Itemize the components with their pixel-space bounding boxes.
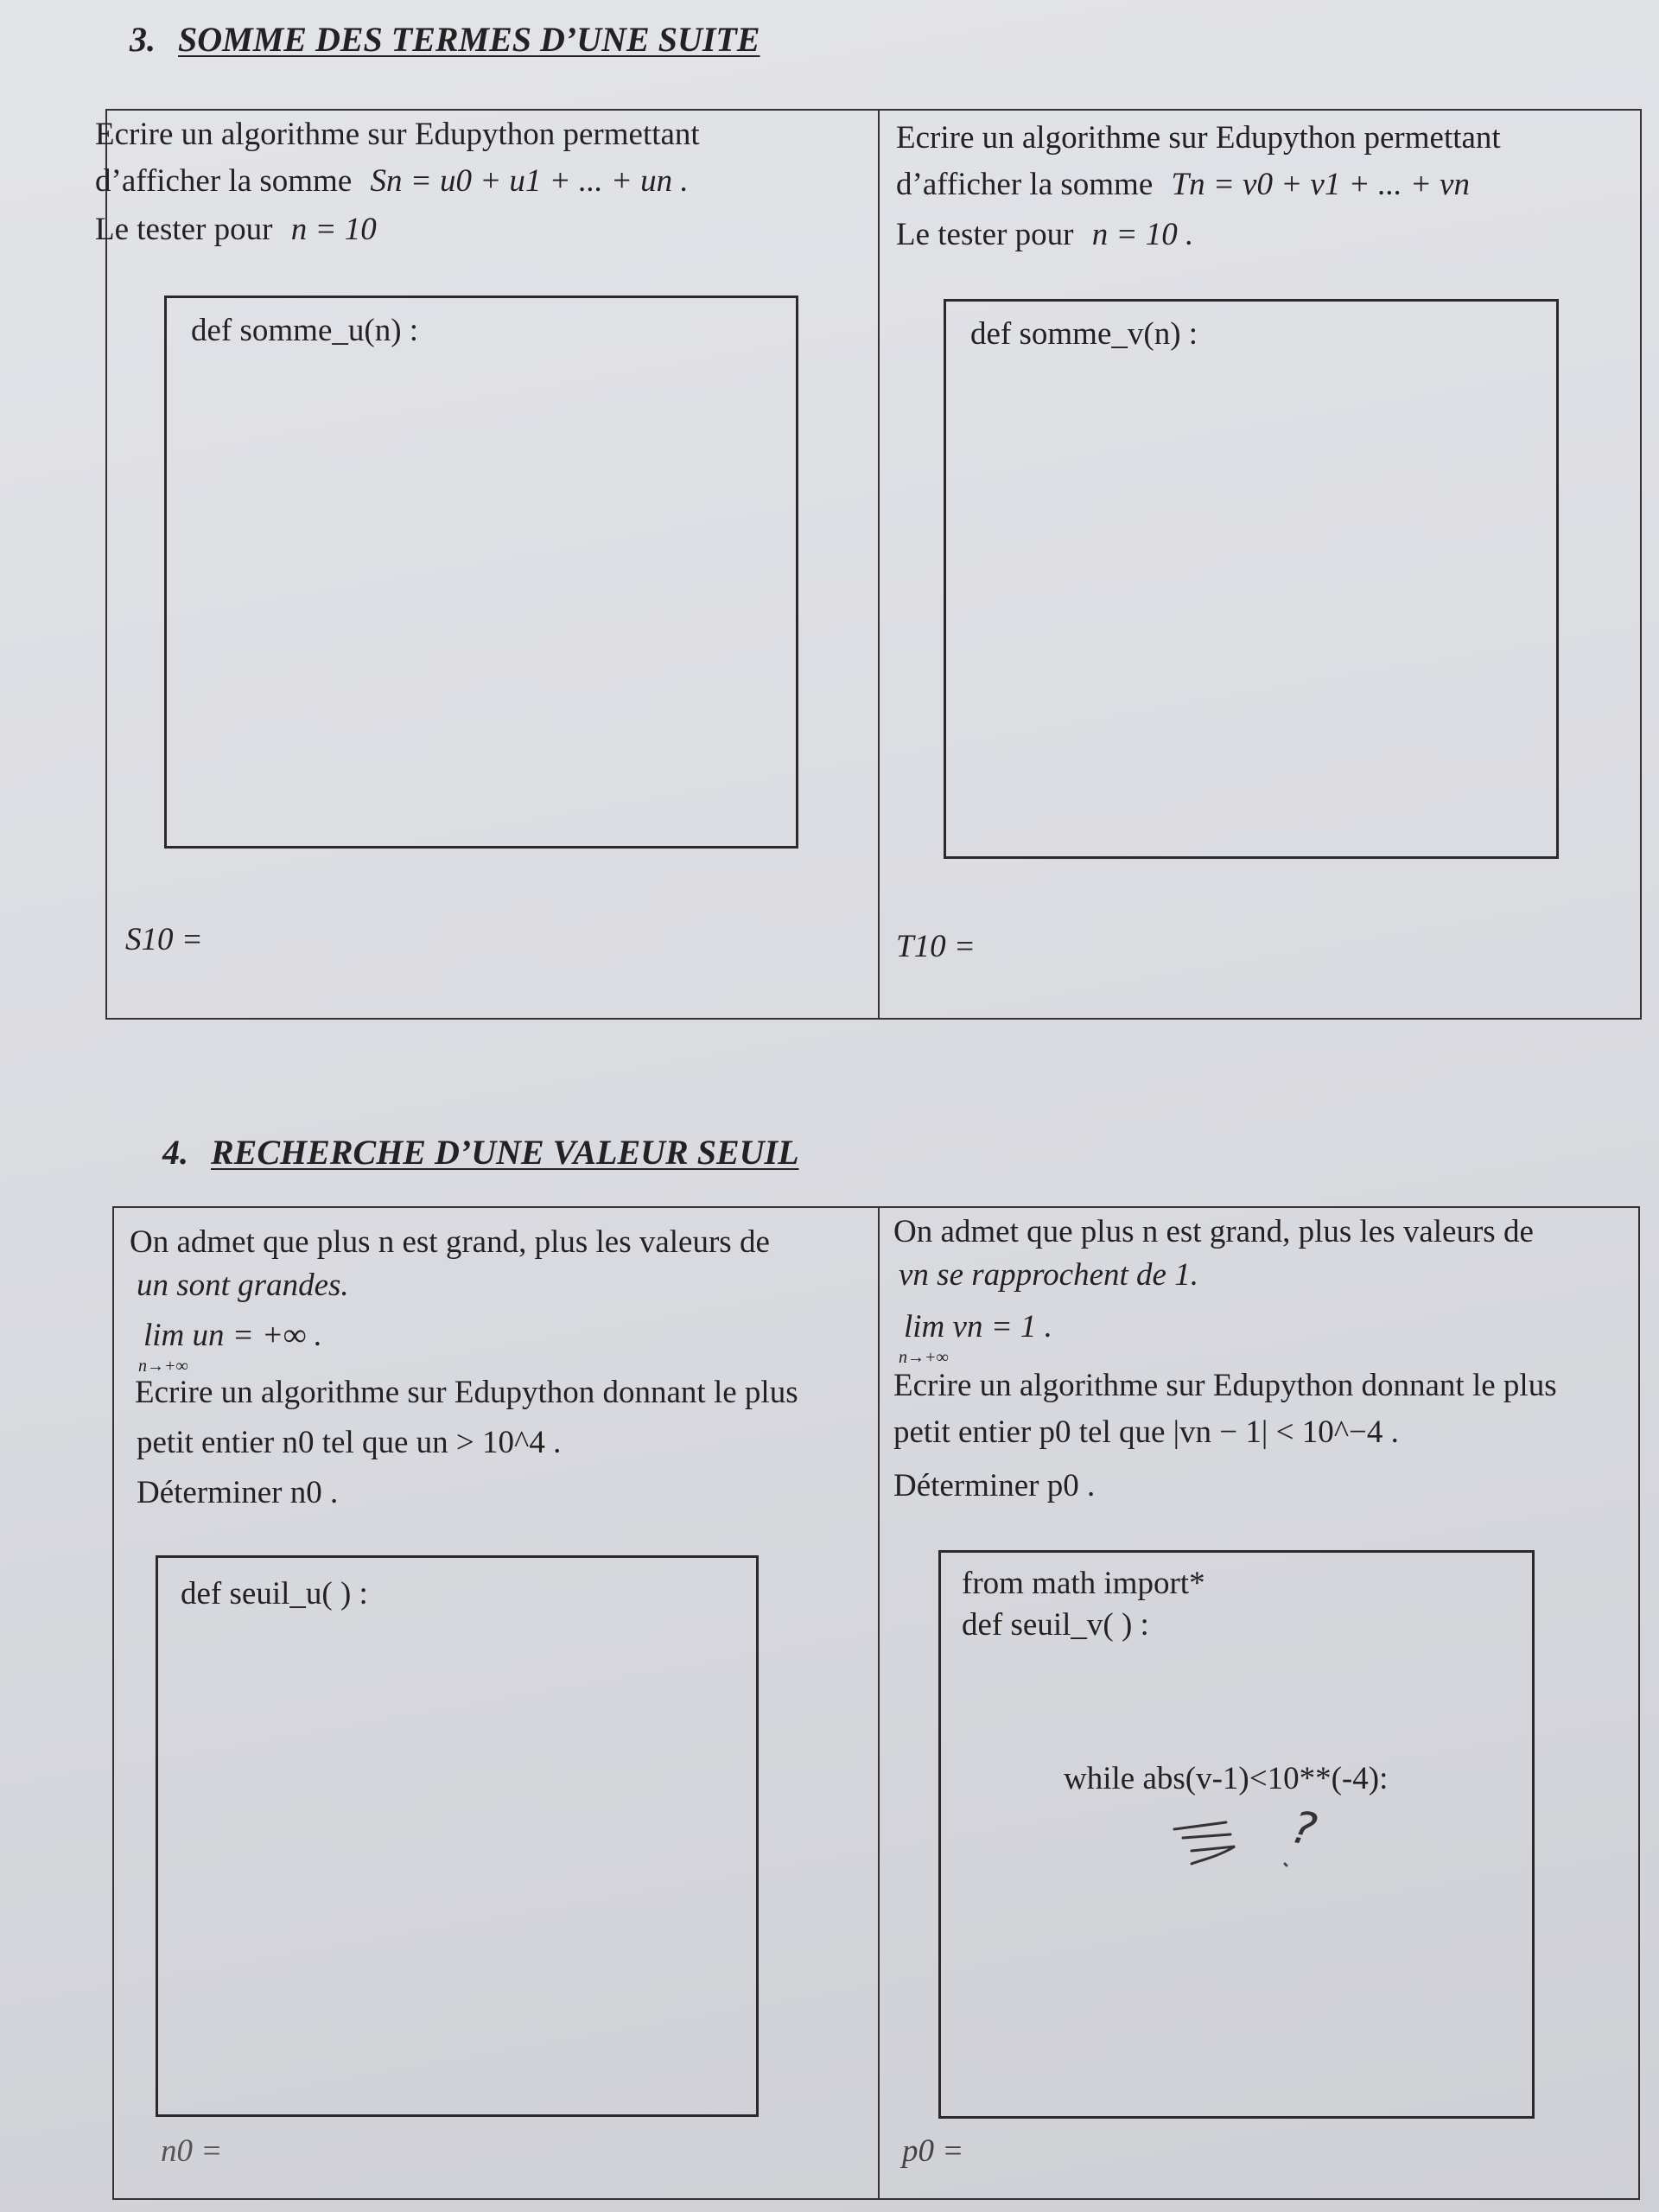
section-3-heading bbox=[130, 19, 760, 60]
n0-result-label: n0 = bbox=[161, 2133, 223, 2169]
s3-left-line-3-text: Le tester pour bbox=[95, 212, 273, 247]
section-3-number: 3. bbox=[130, 20, 156, 59]
seuil-v-code-line-1: from math import* bbox=[962, 1566, 1205, 1601]
s4-right-line-6: Déterminer p0 . bbox=[893, 1468, 1096, 1503]
section-3-column-divider bbox=[878, 109, 880, 1020]
s3-right-n-value: n = 10 . bbox=[1091, 217, 1194, 252]
s4-right-limit: lim vn = 1 . bbox=[904, 1309, 1052, 1344]
section-3-title: SOMME DES TERMES D’UNE SUITE bbox=[178, 20, 760, 59]
somme-u-code-line: def somme_u(n) : bbox=[191, 313, 419, 348]
s3-left-sum-formula: Sn = u0 + u1 + ... + un . bbox=[370, 163, 689, 199]
s3-left-line-2-text: d’afficher la somme bbox=[95, 163, 353, 199]
handwritten-scribble bbox=[1166, 1803, 1356, 1881]
section-4-heading bbox=[162, 1132, 799, 1173]
somme-v-code-line: def somme_v(n) : bbox=[970, 316, 1198, 352]
s3-right-line-3-text: Le tester pour bbox=[896, 217, 1074, 252]
s3-right-line-1: Ecrire un algorithme sur Edupython permettant bbox=[896, 120, 1501, 156]
s3-right-line-3 bbox=[896, 211, 1193, 259]
s3-left-line-1: Ecrire un algorithme sur Edupython permettant bbox=[95, 117, 700, 152]
s4-left-line-5: petit entier n0 tel que un > 10^4 . bbox=[137, 1425, 562, 1460]
section-4-column-divider bbox=[878, 1206, 880, 2200]
s4-right-limit-subscript: n→+∞ bbox=[899, 1348, 949, 1367]
seuil-v-code-line-2: def seuil_v( ) : bbox=[962, 1607, 1149, 1643]
s4-left-limit-subscript: n→+∞ bbox=[138, 1357, 188, 1376]
s4-right-line-1: On admet que plus n est grand, plus les valeurs de bbox=[893, 1214, 1534, 1249]
section-4-number: 4. bbox=[162, 1133, 188, 1172]
s10-result-label: S10 = bbox=[125, 922, 203, 957]
s3-right-line-2 bbox=[896, 161, 1470, 209]
t10-result-label: T10 = bbox=[896, 929, 976, 964]
s4-left-line-1: On admet que plus n est grand, plus les valeurs de bbox=[130, 1224, 770, 1260]
section-4-title: RECHERCHE D’UNE VALEUR SEUIL bbox=[211, 1133, 799, 1172]
s4-left-line-4: Ecrire un algorithme sur Edupython donnant le plus bbox=[135, 1375, 798, 1410]
p0-result-label: p0 = bbox=[902, 2133, 964, 2169]
s4-left-line-2: un sont grandes. bbox=[137, 1268, 349, 1303]
s3-right-line-2-text: d’afficher la somme bbox=[896, 167, 1154, 202]
s3-left-line-3 bbox=[95, 206, 377, 254]
handwritten-question-mark: ? bbox=[1287, 1801, 1321, 1858]
s3-left-n-value: n = 10 bbox=[290, 212, 377, 247]
seuil-u-code-line: def seuil_u( ) : bbox=[181, 1576, 368, 1611]
s3-right-sum-formula: Tn = v0 + v1 + ... + vn bbox=[1171, 167, 1470, 202]
seuil-v-code-box[interactable] bbox=[938, 1550, 1535, 2119]
s3-left-line-2 bbox=[95, 157, 689, 206]
s4-left-line-6: Déterminer n0 . bbox=[137, 1475, 339, 1510]
s4-right-line-5: petit entier p0 tel que |vn − 1| < 10^−4 . bbox=[893, 1414, 1399, 1450]
seuil-u-code-box[interactable] bbox=[156, 1555, 759, 2117]
s4-right-line-2: vn se rapprochent de 1. bbox=[899, 1257, 1198, 1293]
somme-u-code-box[interactable] bbox=[164, 296, 798, 849]
seuil-v-code-line-3: while abs(v-1)<10**(-4): bbox=[1064, 1761, 1389, 1796]
s4-left-limit: lim un = +∞ . bbox=[143, 1318, 322, 1353]
somme-v-code-box[interactable] bbox=[944, 299, 1559, 859]
s4-right-line-4: Ecrire un algorithme sur Edupython donnant le plus bbox=[893, 1368, 1557, 1403]
